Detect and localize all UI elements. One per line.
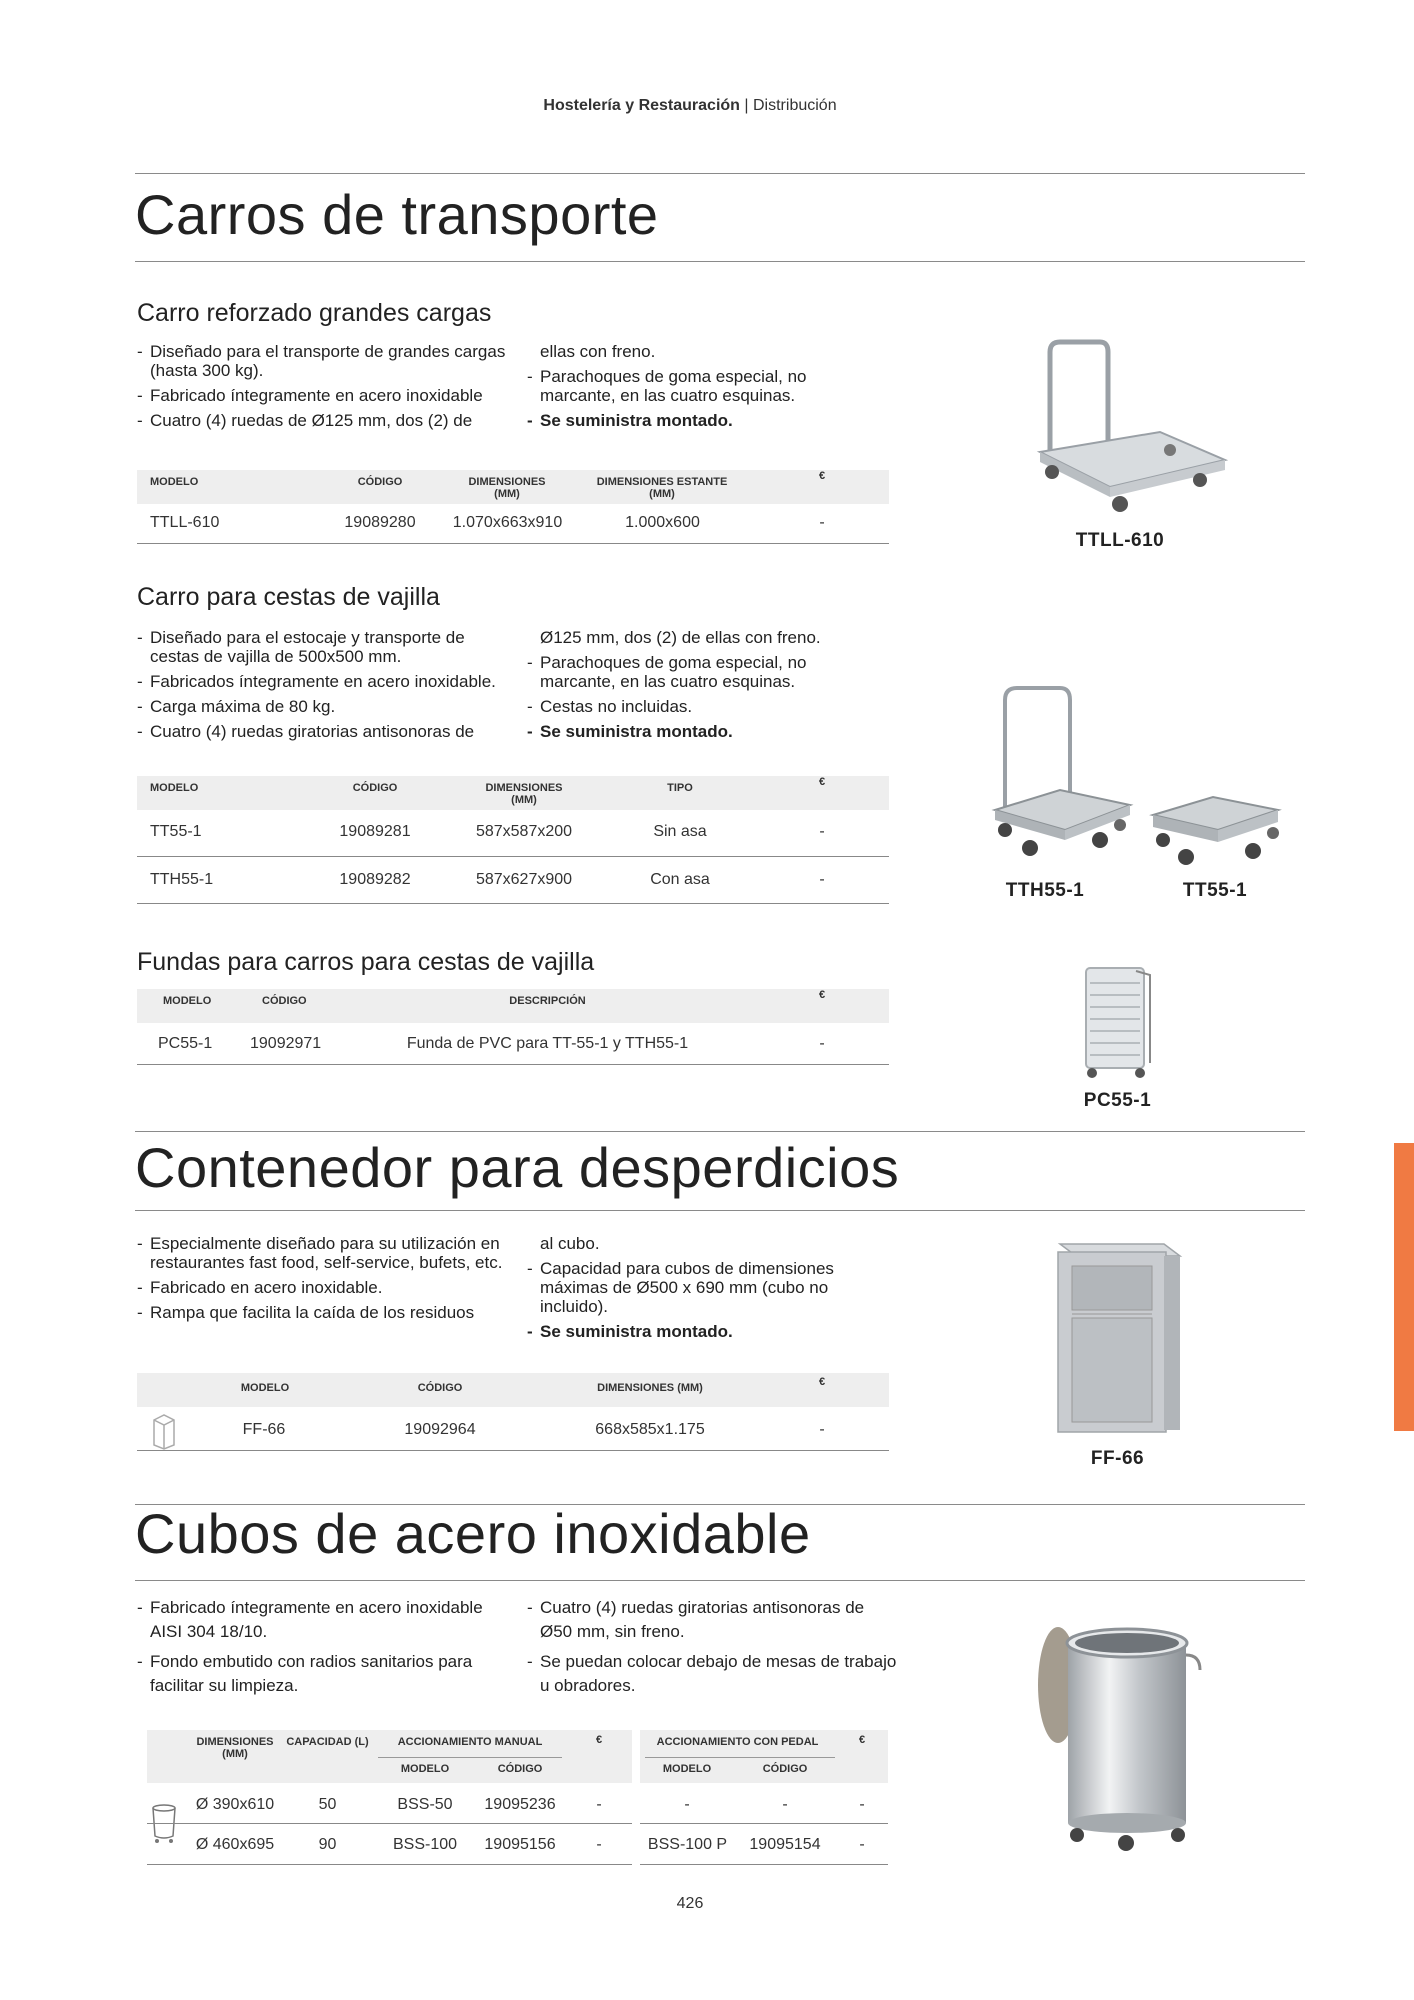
- table-subheader-cell: CÓDIGO: [762, 1763, 808, 1775]
- image-caption: FF-66: [1090, 1448, 1145, 1469]
- section-rule-top: [135, 1131, 1305, 1132]
- header-subsection: Distribución: [753, 97, 837, 114]
- table-cell: Con asa: [650, 871, 710, 888]
- table-cell: -: [684, 1796, 690, 1813]
- bullet-item: - Fabricados íntegramente en acero inoxidable.: [137, 672, 507, 691]
- table-header-cell: DIMENSIONES (MM): [468, 476, 546, 500]
- table-header-cell: TIPO: [667, 782, 693, 794]
- section-rule-bottom: [135, 1210, 1305, 1211]
- table-cell: TTH55-1: [150, 871, 214, 888]
- table-header-cell: CÓDIGO: [417, 1382, 463, 1394]
- table-header-cell: CAPACIDAD (L): [286, 1736, 369, 1748]
- table-cell: TT55-1: [150, 823, 202, 840]
- bullet-item: - Se puedan colocar debajo de mesas de trabajo u obradores.: [527, 1650, 897, 1698]
- bullet-item: - Fondo embutido con radios sanitarios para facilitar su limpieza.: [137, 1650, 507, 1698]
- bullet-item: - Fabricado íntegramente en acero inoxidable: [137, 386, 507, 405]
- table-header-cell: DIMENSIONES (MM): [597, 1382, 703, 1394]
- table-cell: -: [819, 514, 825, 531]
- bullet-item: - Rampa que facilita la caída de los residuos: [137, 1303, 507, 1322]
- table-header-cell: MODELO: [150, 782, 199, 794]
- table-cell: -: [819, 823, 825, 840]
- cart-with-handle-image: [990, 680, 1135, 870]
- table-cell: 19092964: [404, 1421, 476, 1438]
- table-cell: -: [596, 1836, 602, 1853]
- table-header-cell: ACCIONAMIENTO CON PEDAL: [656, 1736, 819, 1748]
- header-separator: |: [744, 97, 749, 114]
- table-subheader-cell: CÓDIGO: [497, 1763, 543, 1775]
- table-rule: [137, 856, 889, 857]
- table-cell: FF-66: [242, 1421, 286, 1438]
- bullet-list-left: [137, 342, 507, 436]
- table-header-cell: DIMENSIONES (MM): [485, 782, 563, 806]
- bullet-item: - Cuatro (4) ruedas giratorias antisonoras de: [137, 722, 507, 741]
- section-title-carros: Carros de transporte: [135, 183, 659, 246]
- side-tab-marker: [1394, 1143, 1414, 1431]
- bullet-list-right: [527, 628, 867, 747]
- product-title-carro-cestas: Carro para cestas de vajilla: [137, 583, 440, 611]
- bullet-item: - Fabricado en acero inoxidable.: [137, 1278, 507, 1297]
- table-cell: Funda de PVC para TT-55-1 y TTH55-1: [406, 1035, 689, 1052]
- table-rule: [137, 543, 889, 544]
- bullet-item: - Cestas no incluidas.: [527, 697, 867, 716]
- bullet-list-right: [527, 342, 867, 436]
- table-header-cell: DESCRIPCIÓN: [509, 995, 586, 1007]
- table-rule: [137, 1450, 889, 1451]
- bullet-item: - Parachoques de goma especial, no marcante, en las cuatro esquinas.: [527, 653, 867, 691]
- waste-container-image: [1052, 1238, 1187, 1438]
- table-cell: -: [782, 1796, 788, 1813]
- stainless-bin-image: [1030, 1615, 1205, 1855]
- bullet-list-left: [137, 1234, 507, 1328]
- bin-outline-icon: [150, 1412, 178, 1450]
- bullet-item: - Diseñado para el transporte de grandes cargas (hasta 300 kg).: [137, 342, 507, 380]
- table-cell: 19095156: [484, 1836, 556, 1853]
- bullet-item: - Parachoques de goma especial, no marcante, en las cuatro esquinas.: [527, 367, 867, 405]
- bullet-item: - Especialmente diseñado para su utilización en restaurantes fast food, self-service, bufets, etc.: [137, 1234, 507, 1272]
- bullet-item: - Diseñado para el estocaje y transporte de cestas de vajilla de 500x500 mm.: [137, 628, 507, 666]
- cart-without-handle-image: [1148, 785, 1283, 870]
- table-cell: 50: [318, 1796, 337, 1813]
- table-cell: 90: [318, 1836, 337, 1853]
- table-header-cell: DIMENSIONES ESTANTE (MM): [596, 476, 728, 500]
- table-rule: [137, 903, 889, 904]
- bullet-item-bold: - Se suministra montado.: [527, 1322, 867, 1341]
- image-caption: TT55-1: [1182, 880, 1248, 901]
- table-header-cell: €: [818, 776, 826, 788]
- table-header-cell: €: [858, 1734, 866, 1746]
- product-title-fundas: Fundas para carros para cestas de vajilla: [137, 948, 595, 976]
- bullet-item: - Capacidad para cubos de dimensiones máximas de Ø500 x 690 mm (cubo no incluido).: [527, 1259, 867, 1316]
- subheader-rule: [645, 1757, 835, 1758]
- section-title-cubos: Cubos de acero inoxidable: [135, 1502, 811, 1565]
- table-header-cell: €: [818, 470, 826, 482]
- image-caption: PC55-1: [1083, 1090, 1152, 1111]
- bullet-item: - Cuatro (4) ruedas de Ø125 mm, dos (2) de: [137, 411, 507, 430]
- bullet-item: - Fabricado íntegramente en acero inoxidable AISI 304 18/10.: [137, 1596, 507, 1644]
- table-cell: -: [819, 871, 825, 888]
- table-subheader-cell: MODELO: [662, 1763, 712, 1775]
- table-cell: 1.070x663x910: [452, 514, 563, 531]
- bullet-list-left: [137, 628, 507, 747]
- table-cell: -: [819, 1421, 825, 1438]
- table-header-cell: CÓDIGO: [262, 995, 307, 1007]
- table-header-cell: MODELO: [240, 1382, 290, 1394]
- table-header-cell: CÓDIGO: [357, 476, 403, 488]
- table-cell: Sin asa: [653, 823, 707, 840]
- image-caption: TTLL-610: [1075, 530, 1165, 551]
- table-header-cell: CÓDIGO: [352, 782, 398, 794]
- bullet-continuation: al cubo.: [540, 1234, 600, 1253]
- image-caption: TTH55-1: [1005, 880, 1085, 901]
- table-cell: 587x627x900: [475, 871, 573, 888]
- table-cell: -: [859, 1796, 865, 1813]
- table-header-cell: MODELO: [163, 995, 212, 1007]
- table-cell: 668x585x1.175: [595, 1421, 705, 1438]
- table-cell: 19092971: [250, 1035, 322, 1052]
- bullet-item: - Carga máxima de 80 kg.: [137, 697, 507, 716]
- table-cell: 1.000x600: [625, 514, 700, 531]
- table-cell: PC55-1: [158, 1035, 213, 1052]
- bullet-item: - Cuatro (4) ruedas giratorias antisonoras de Ø50 mm, sin freno.: [527, 1596, 897, 1644]
- table-header-cell: €: [818, 989, 826, 1001]
- table-cell: BSS-50: [397, 1796, 453, 1813]
- section-rule-bottom: [135, 261, 1305, 262]
- table-cell: -: [596, 1796, 602, 1813]
- table-header-cell: €: [818, 1376, 826, 1388]
- table-cell: Ø 460x695: [195, 1836, 275, 1853]
- table-cell: BSS-100: [392, 1836, 458, 1853]
- bullet-continuation: ellas con freno.: [540, 342, 656, 361]
- table-header-cell: ACCIONAMIENTO MANUAL: [397, 1736, 543, 1748]
- bullet-item-bold: - Se suministra montado.: [527, 722, 867, 741]
- cart-cover-image: [1078, 963, 1158, 1083]
- header-section: Hostelería y Restauración: [543, 97, 740, 114]
- table-rule: [640, 1864, 888, 1865]
- section-title-contenedor: Contenedor para desperdicios: [135, 1136, 900, 1199]
- table-cell: BSS-100 P: [647, 1836, 728, 1853]
- table-rule: [137, 1064, 889, 1065]
- bullet-list-left: [137, 1596, 507, 1704]
- bullet-item-bold: - Se suministra montado.: [527, 411, 867, 430]
- table-cell: 19095154: [749, 1836, 821, 1853]
- subheader-rule: [378, 1757, 562, 1758]
- table-cell: 19095236: [484, 1796, 556, 1813]
- table-cell: Ø 390x610: [195, 1796, 275, 1813]
- table-cell: TTLL-610: [150, 514, 220, 531]
- table-cell: 19089282: [339, 871, 411, 888]
- section-rule-top: [135, 173, 1305, 174]
- table-cell: 19089280: [344, 514, 416, 531]
- table-rule: [640, 1823, 888, 1824]
- table-cell: -: [859, 1836, 865, 1853]
- product-title-carro-reforzado: Carro reforzado grandes cargas: [137, 299, 492, 327]
- cart-heavy-duty-image: [1030, 332, 1230, 527]
- bullet-continuation: Ø125 mm, dos (2) de ellas con freno.: [540, 628, 821, 647]
- table-subheader-cell: MODELO: [400, 1763, 450, 1775]
- bullet-list-right: [527, 1596, 897, 1704]
- table-header-cell: DIMENSIONES (MM): [196, 1736, 274, 1760]
- table-cell: 587x587x200: [475, 823, 573, 840]
- table-cell: -: [819, 1035, 825, 1052]
- running-header: [0, 97, 1380, 115]
- table-cell: 19089281: [339, 823, 411, 840]
- page-number: 426: [676, 1895, 704, 1912]
- table-header-cell: €: [595, 1734, 603, 1746]
- section-rule-bottom: [135, 1580, 1305, 1581]
- table-rule: [147, 1823, 632, 1824]
- table-rule: [147, 1864, 632, 1865]
- bullet-list-right: [527, 1234, 867, 1347]
- table-header-cell: MODELO: [150, 476, 199, 488]
